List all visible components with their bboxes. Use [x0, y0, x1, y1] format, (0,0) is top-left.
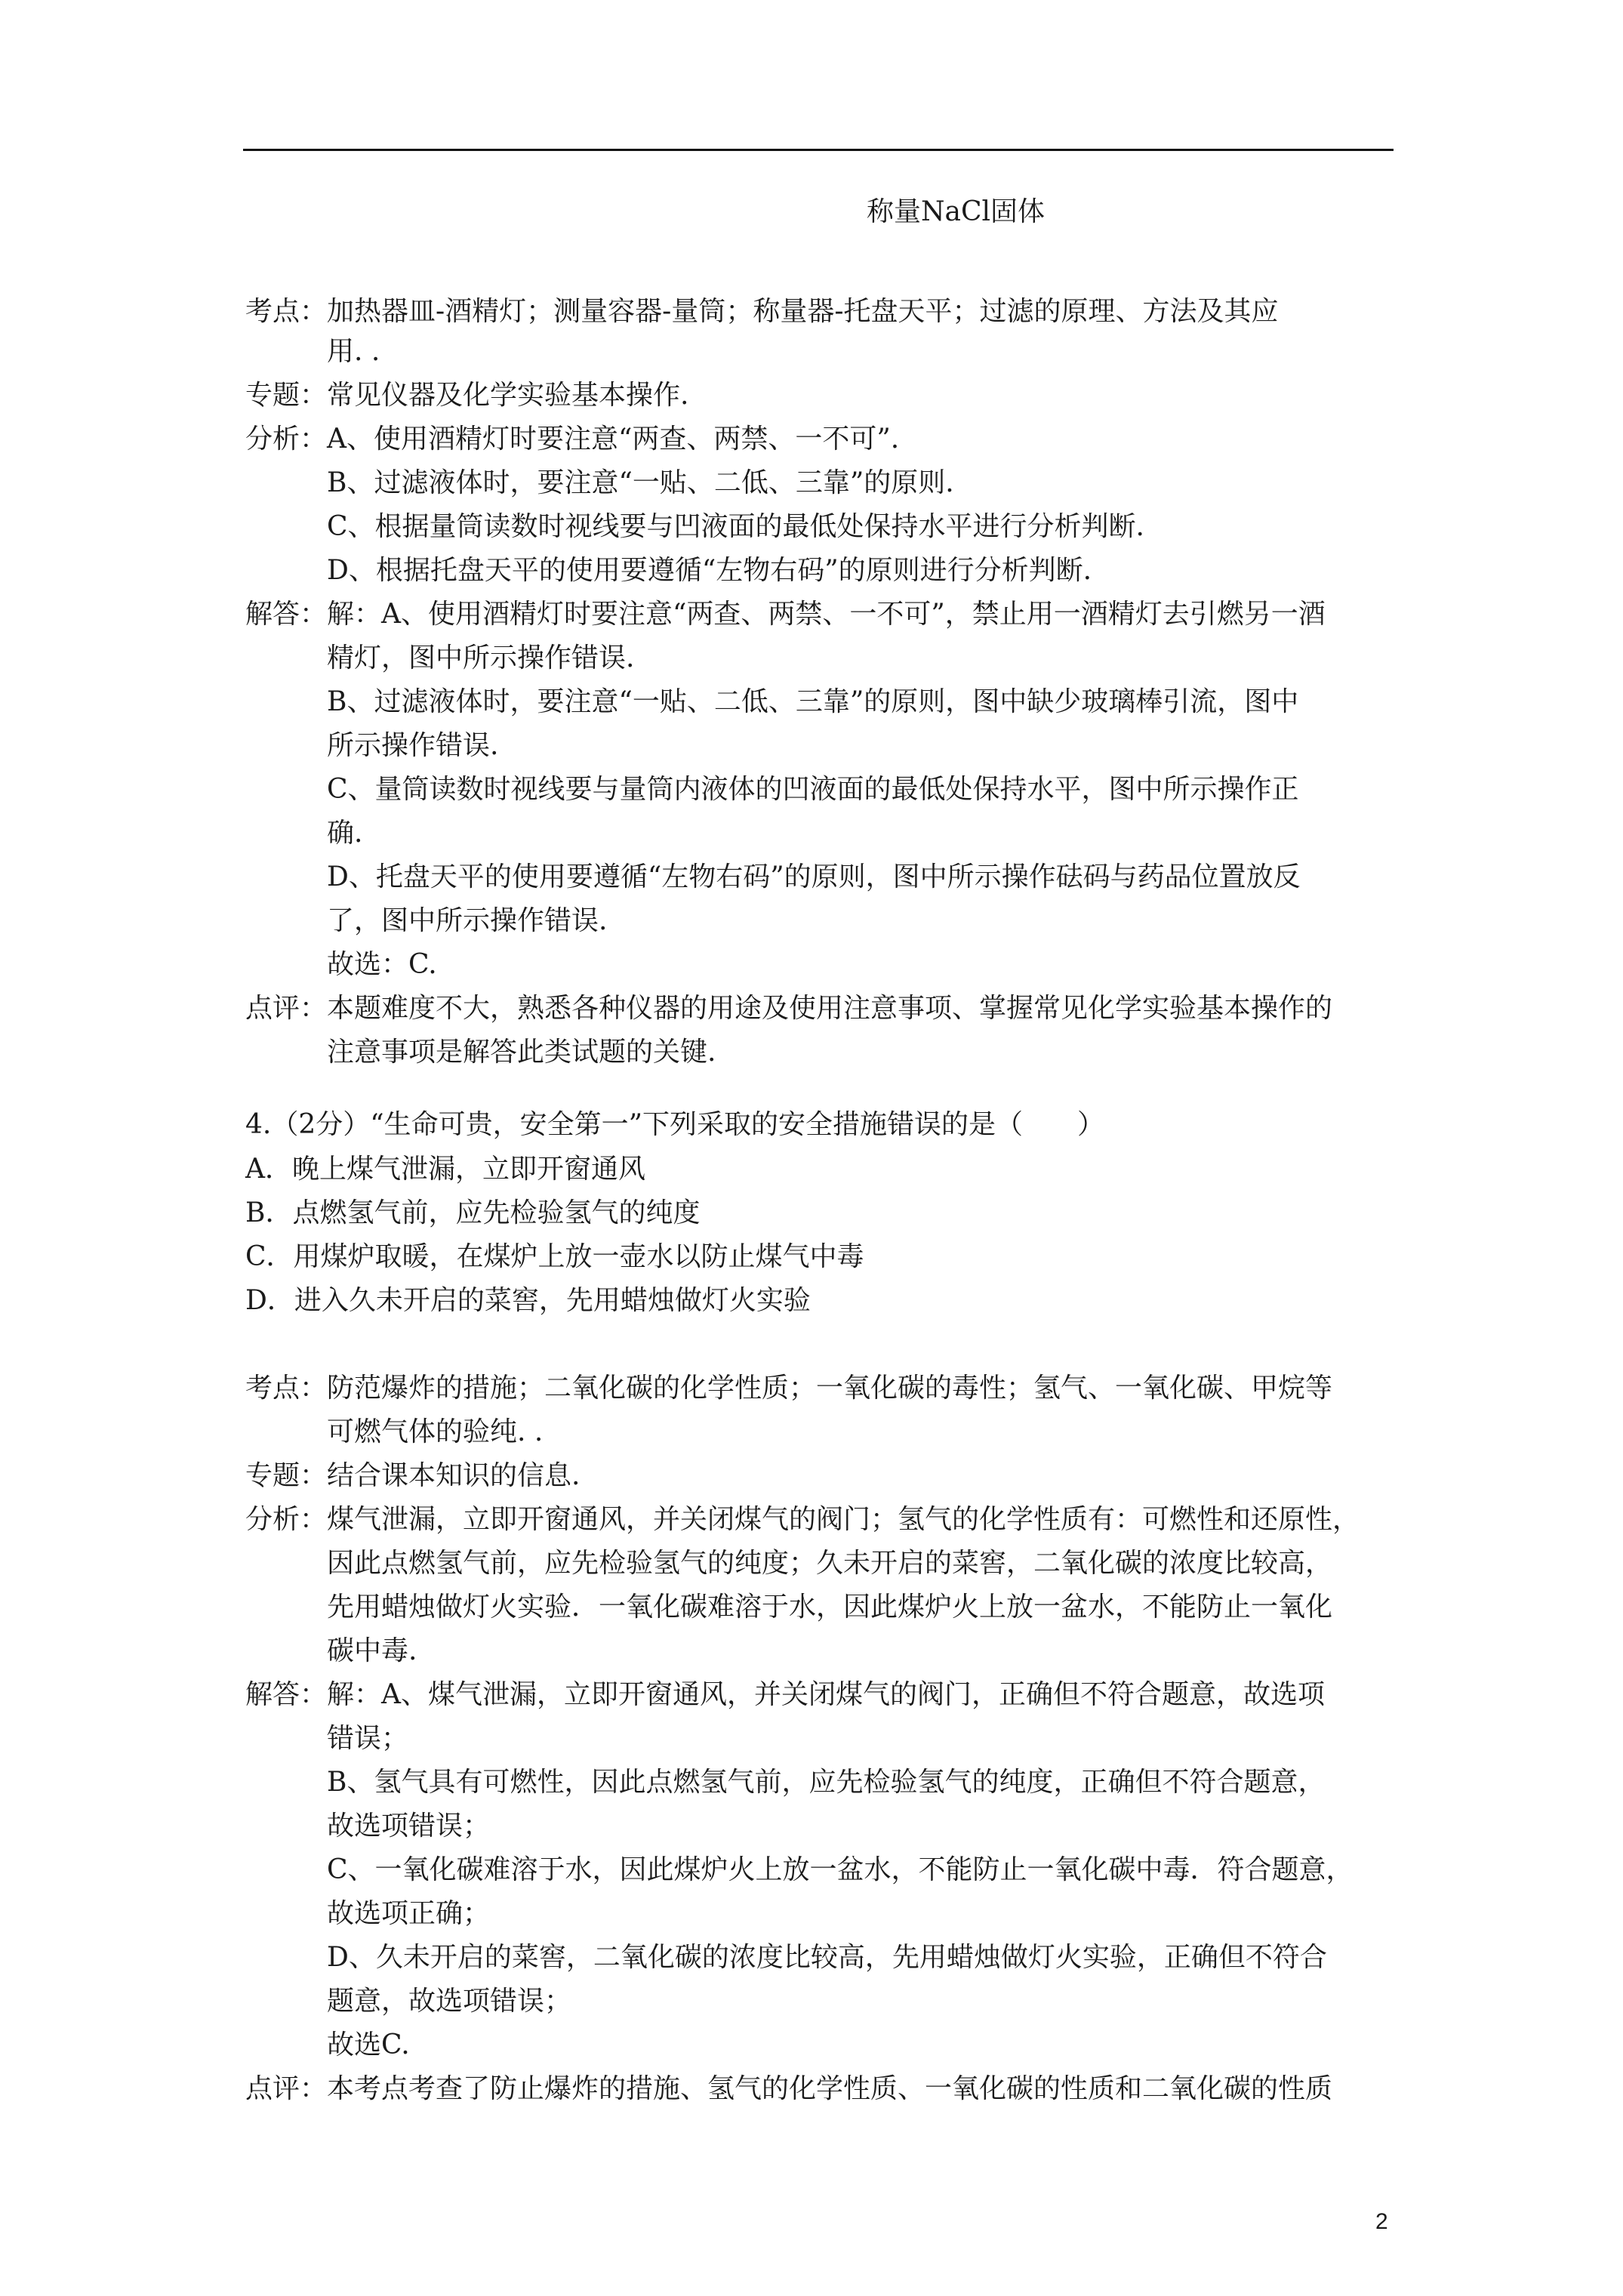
q3-fenxi-line: B、过滤液体时，要注意“一贴、二低、三靠”的原则.: [327, 467, 954, 498]
q4-jieda-line: 解答：解：A、煤气泄漏，立即开窗通风，并关闭煤气的阀门，正确但不符合题意，故选项: [245, 1679, 1325, 1710]
q4-jieda-line: C、一氧化碳难溶于水，因此煤炉火上放一盆水，不能防止一氧化碳中毒．符合题意，: [327, 1854, 1354, 1885]
q4-jieda-line: 故选项错误；: [327, 1811, 491, 1841]
q3-fenxi-line: 分析：A、使用酒精灯时要注意“两查、两禁、一不可”.: [245, 424, 900, 455]
q4-fenxi-line: 因此点燃氢气前，应先检验氢气的纯度；久未开启的菜窖，二氧化碳的浓度比较高，: [327, 1548, 1333, 1579]
q3-zhuanti: 专题：常见仪器及化学实验基本操作.: [245, 380, 689, 411]
q3-jieda-line: 了，图中所示操作错误.: [327, 905, 608, 936]
q3-jieda-line: 所示操作错误.: [327, 730, 499, 761]
q4-jieda-line: D、久未开启的菜窖，二氧化碳的浓度比较高，先用蜡烛做灯火实验，正确但不符合: [327, 1942, 1327, 1973]
q4-zhuanti: 专题：结合课本知识的信息.: [245, 1460, 581, 1491]
q3-jieda-line: C、量筒读数时视线要与量筒内液体的凹液面的最低处保持水平，图中所示操作正: [327, 774, 1299, 805]
header-rule: [243, 149, 1394, 151]
q3-kaodian-line: 用. .: [327, 336, 380, 367]
q3-kaodian-line: 考点：加热器皿-酒精灯；测量容器-量筒；称量器-托盘天平；过滤的原理、方法及其应: [245, 296, 1279, 327]
q4-answer: 故选C.: [327, 2029, 410, 2060]
q4-question: 4.（2分）“生命可贵，安全第一”下列采取的安全措施错误的是（ ）: [245, 1109, 1105, 1140]
figure-caption: 称量NaCl固体: [867, 196, 1046, 227]
q4-fenxi-line: 碳中毒.: [327, 1635, 417, 1666]
q4-jieda-line: 故选项正确；: [327, 1898, 491, 1929]
q4-option-b: B．点燃氢气前，应先检验氢气的纯度: [245, 1197, 701, 1228]
q4-option-a: A．晚上煤气泄漏，立即开窗通风: [245, 1154, 645, 1185]
q4-option-c: C．用煤炉取暖，在煤炉上放一壶水以防止煤气中毒: [245, 1241, 864, 1272]
q4-option-d: D．进入久未开启的菜窖，先用蜡烛做灯火实验: [245, 1285, 811, 1316]
q4-dianping-line: 点评：本考点考查了防止爆炸的措施、氢气的化学性质、一氧化碳的性质和二氧化碳的性质: [245, 2073, 1333, 2104]
q4-kaodian-line: 可燃气体的验纯. .: [327, 1416, 544, 1447]
q3-jieda-line: 确.: [327, 818, 363, 849]
q4-fenxi-line: 分析：煤气泄漏，立即开窗通风，并关闭煤气的阀门；氢气的化学性质有：可燃性和还原性，: [245, 1504, 1360, 1535]
q3-answer: 故选：C.: [327, 949, 437, 980]
q3-dianping-line: 点评：本题难度不大，熟悉各种仪器的用途及使用注意事项、掌握常见化学实验基本操作的: [245, 993, 1333, 1024]
q4-jieda-line: 错误；: [327, 1723, 409, 1754]
q3-jieda-line: 精灯，图中所示操作错误.: [327, 643, 635, 673]
q3-jieda-line: 解答：解：A、使用酒精灯时要注意“两查、两禁、一不可”，禁止用一酒精灯去引燃另一酒: [245, 599, 1326, 630]
q3-jieda-line: D、托盘天平的使用要遵循“左物右码”的原则，图中所示操作砝码与药品位置放反: [327, 861, 1301, 892]
q3-fenxi-line: C、根据量筒读数时视线要与凹液面的最低处保持水平进行分析判断.: [327, 511, 1144, 542]
q3-dianping-line: 注意事项是解答此类试题的关键.: [327, 1037, 716, 1068]
q3-jieda-line: B、过滤液体时，要注意“一贴、二低、三靠”的原则，图中缺少玻璃棒引流，图中: [327, 686, 1299, 717]
q4-kaodian-line: 考点：防范爆炸的措施；二氧化碳的化学性质；一氧化碳的毒性；氢气、一氧化碳、甲烷等: [245, 1373, 1333, 1404]
q4-jieda-line: 题意，故选项错误；: [327, 1986, 572, 2017]
q4-fenxi-line: 先用蜡烛做灯火实验．一氧化碳难溶于水，因此煤炉火上放一盆水，不能防止一氧化: [327, 1592, 1333, 1623]
q4-jieda-line: B、氢气具有可燃性，因此点燃氢气前，应先检验氢气的纯度，正确但不符合题意，: [327, 1767, 1326, 1798]
page-number: 2: [1375, 2209, 1388, 2234]
q3-fenxi-line: D、根据托盘天平的使用要遵循“左物右码”的原则进行分析判断.: [327, 555, 1092, 586]
